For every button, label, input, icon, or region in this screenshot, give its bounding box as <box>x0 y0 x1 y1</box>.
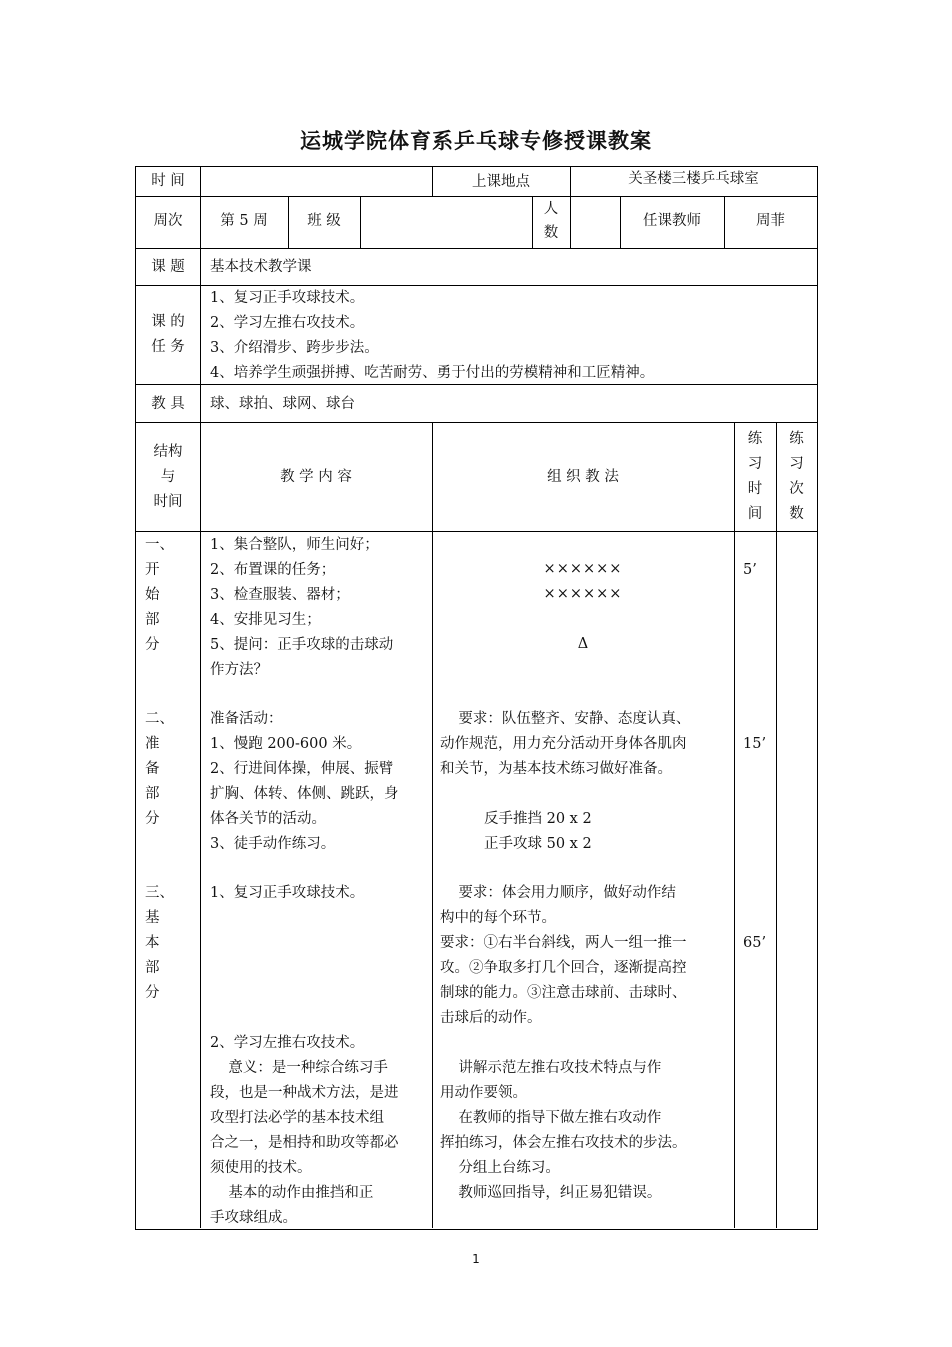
lesson-plan-table <box>135 166 818 1230</box>
location-value: 关圣楼三楼乒乓球室 <box>628 171 759 187</box>
teacher-label: 任课教师 <box>643 213 701 229</box>
table-rule <box>432 422 433 1228</box>
section-content: 2、学习左推右攻技术。 意义：是一种综合练习手 段，也是一种战术方法，是进 攻型打法必学的基本技术组 合之一，是相持和助攻等都必 须使用的技术。 基本的动作由推挡和正 手攻球组成。 <box>210 1035 399 1226</box>
header-practice-count: 练 习 次 数 <box>789 431 804 522</box>
section-content: 准备活动： 1、慢跑 200-600 米。 2、行进间体操，伸展、振臂 扩胸、体转、体侧、跳跃，身 体各关节的活动。 3、徒手动作练习。 <box>210 711 399 852</box>
section-method: 要求：体会用力顺序，做好动作结 构中的每个环节。 要求：①右半台斜线，两人一组一推一 攻。②争取多打几个回合，逐渐提高控 制球的能力。③注意击球前、击球时、 击球后的动作。 <box>440 885 687 1026</box>
table-rule <box>776 422 777 1228</box>
header-structure: 结构 与 时间 <box>153 444 183 510</box>
formation-row: ×××××× <box>543 561 623 577</box>
table-rule <box>360 196 361 249</box>
section-content: 1、集合整队，师生问好； 2、布置课的任务； 3、检查服装、器材； 4、安排见习生； 5、提问：正手攻球的击球动 作方法？ <box>210 537 394 678</box>
header-method: 组 织 教 法 <box>547 469 619 485</box>
table-rule <box>200 167 201 1228</box>
table-rule <box>136 196 817 197</box>
table-rule <box>136 531 817 532</box>
section-method: 要求：队伍整齐、安静、态度认真、 动作规范，用力充分活动开身体各肌肉 和关节，为基本技术练习做好准备。 <box>440 711 691 777</box>
header-content: 教 学 内 容 <box>280 469 352 485</box>
teacher-position-mark: Δ <box>577 636 589 652</box>
section-name: 一、 开 始 部 分 <box>145 537 174 653</box>
people-label: 人 数 <box>543 201 559 241</box>
formation-row: ×××××× <box>543 586 623 602</box>
time-label: 时 间 <box>151 173 185 189</box>
task-item: 2、学习左推右攻技术。 <box>210 315 365 331</box>
task-item: 1、复习正手攻球技术。 <box>210 290 365 306</box>
section-method: 讲解示范左推右攻技术特点与作 用动作要领。 在教师的指导下做左推右攻动作 挥拍练习，体会左推右攻技术的步法。 分组上台练习。 教师巡回指导，纠正易犯错误。 <box>440 1060 687 1201</box>
header-practice-time: 练 习 时 间 <box>747 431 763 522</box>
teacher-value: 周菲 <box>756 213 785 229</box>
tasks-label: 课 的 任 务 <box>151 314 185 355</box>
drill-item: 反手推挡 20 x 2 <box>484 811 592 827</box>
topic-label: 课 题 <box>151 259 185 275</box>
task-item: 4、培养学生顽强拼搏、吃苦耐劳、勇于付出的劳模精神和工匠精神。 <box>210 365 655 381</box>
section-time: 5’ <box>743 562 757 578</box>
page-title: 运城学院体育系乒乓球专修授课教案 <box>300 129 652 153</box>
table-rule <box>734 422 735 1228</box>
page-number: 1 <box>472 1252 480 1266</box>
section-content: 1、复习正手攻球技术。 <box>210 885 365 901</box>
location-label: 上课地点 <box>472 174 530 190</box>
section-name: 二、 准 备 部 分 <box>145 711 174 827</box>
table-rule <box>136 248 817 249</box>
equipment-value: 球、球拍、球网、球台 <box>210 396 355 412</box>
table-rule <box>136 422 817 423</box>
week-label: 周次 <box>153 213 183 229</box>
section-time: 65’ <box>743 935 767 951</box>
section-name: 三、 基 本 部 分 <box>145 885 174 1001</box>
equipment-label: 教 具 <box>151 396 185 412</box>
table-rule <box>570 196 571 249</box>
class-label: 班 级 <box>307 213 341 229</box>
task-item: 3、介绍滑步、跨步步法。 <box>210 340 379 356</box>
section-time: 15’ <box>743 736 767 752</box>
drill-item: 正手攻球 50 x 2 <box>484 836 592 852</box>
week-value: 第 5 周 <box>220 213 268 229</box>
topic-value: 基本技术教学课 <box>210 259 312 275</box>
